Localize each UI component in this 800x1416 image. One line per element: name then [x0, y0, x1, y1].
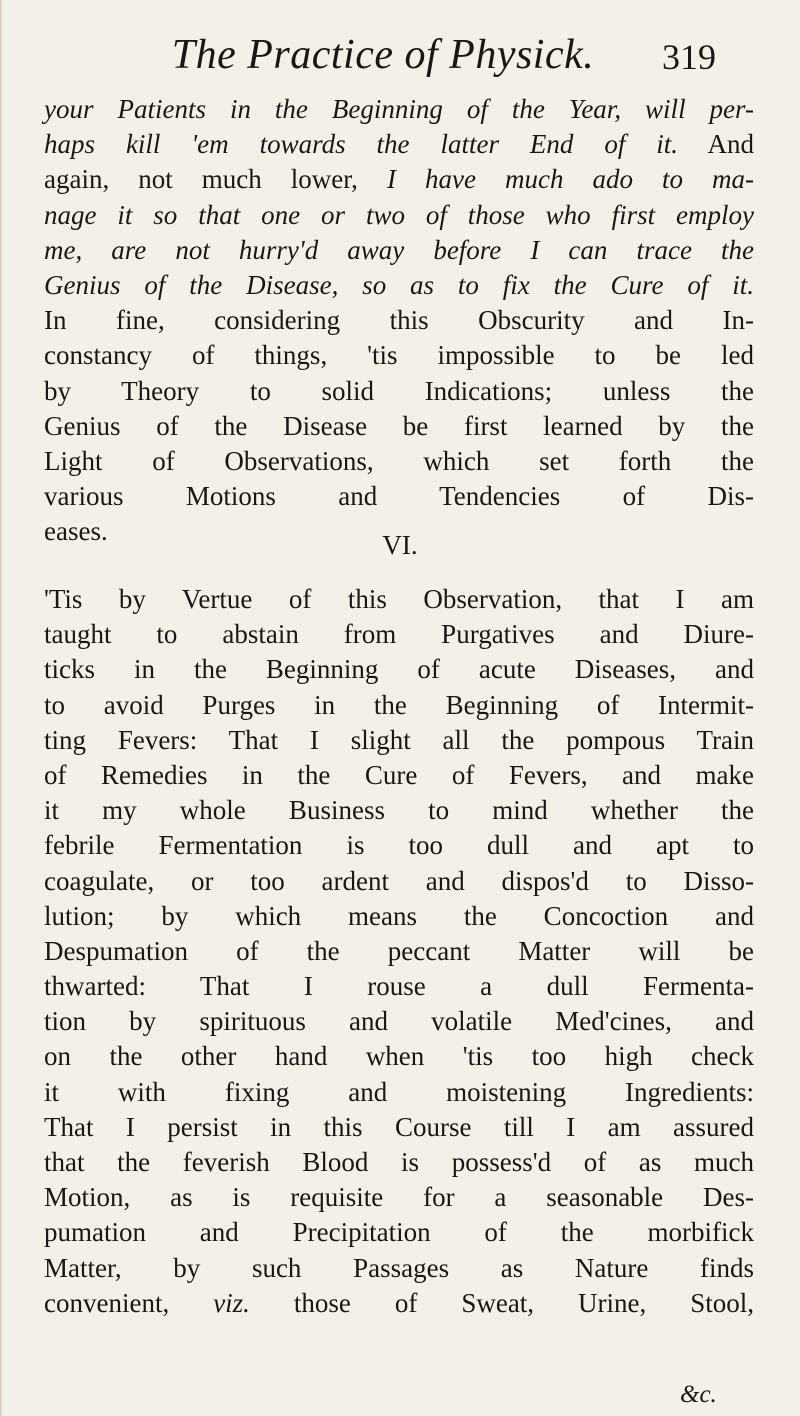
text-line	[44, 92, 754, 127]
text-line	[44, 444, 754, 479]
text-line	[44, 934, 754, 969]
text-run: febrile Fermentation is too dull and apt to	[44, 830, 754, 861]
text-run: pumation and Precipitation of the morbifick	[44, 1217, 754, 1248]
running-title: The Practice of Physick.	[171, 32, 595, 78]
text-line	[44, 828, 754, 863]
text-line	[44, 1075, 754, 1110]
text-line	[44, 758, 754, 793]
text-run: of Remedies in the Cure of Fevers, and make	[44, 759, 754, 790]
section-paragraph	[44, 582, 754, 1321]
text-line	[44, 1004, 754, 1039]
text-line	[44, 582, 754, 617]
text-run: it my whole Business to mind whether the	[44, 795, 754, 826]
text-line	[44, 864, 754, 899]
text-run: that the feverish Blood is possess'd of as much	[44, 1147, 754, 1177]
text-line	[44, 303, 754, 338]
text-run: lution; by which means the Concoction and	[44, 900, 754, 931]
section-number: VI.	[382, 530, 418, 560]
text-run: by Theory to solid Indications; unless the	[44, 375, 754, 406]
text-run: coagulate, or too ardent and dispos'd to Disso-	[44, 865, 754, 896]
text-line	[44, 723, 754, 758]
text-run: I have much ado to ma-	[386, 164, 754, 195]
text-line	[44, 1145, 754, 1180]
text-run: convenient,	[44, 1287, 214, 1318]
text-line	[44, 969, 754, 1004]
text-run: eases.	[44, 516, 108, 547]
text-line	[44, 409, 754, 444]
text-run: Genius of the Disease be first learned by the	[44, 410, 754, 441]
text-run: tion by spirituous and volatile Med'cines, and	[44, 1006, 754, 1037]
text-run: me, are not hurry'd away before I can trace the	[44, 234, 754, 265]
text-run: haps kill 'em towards the latter End of it.	[44, 129, 679, 160]
text-run: various Motions and Tendencies of Dis-	[44, 481, 754, 512]
text-run: ting Fevers: That I slight all the pompous Train	[44, 724, 754, 755]
text-run: thwarted: That I rouse a dull Fermenta-	[44, 971, 754, 1002]
page-number: 319	[662, 37, 716, 77]
text-line	[44, 899, 754, 934]
text-run: 'Tis by Vertue of this Observation, that I am	[44, 584, 754, 614]
text-run: it with fixing and moistening Ingredients:	[44, 1076, 754, 1107]
text-line	[44, 1215, 754, 1250]
text-line	[44, 1180, 754, 1215]
text-line	[44, 688, 754, 723]
text-run: again, not much lower,	[44, 164, 387, 195]
text-run: Matter, by such Passages as Nature finds	[44, 1252, 754, 1283]
text-line	[44, 793, 754, 828]
text-run: ticks in the Beginning of acute Diseases, and	[44, 654, 754, 685]
text-run: constancy of things, 'tis impossible to be led	[44, 340, 754, 371]
text-line	[44, 127, 754, 162]
text-line	[44, 233, 754, 268]
text-line	[44, 1286, 754, 1321]
text-run: Motion, as is requisite for a seasonable Des-	[44, 1182, 754, 1213]
text-line	[44, 617, 754, 652]
text-line	[44, 374, 754, 409]
page-gutter-edge	[0, 0, 3, 1416]
text-line	[44, 1251, 754, 1286]
text-run: those of Sweat, Urine, Stool,	[249, 1287, 754, 1318]
text-line	[44, 338, 754, 373]
text-run: And	[678, 129, 754, 160]
text-line	[44, 1039, 754, 1074]
text-line	[44, 162, 754, 197]
text-line	[44, 652, 754, 687]
text-run: That I persist in this Course till I am assured	[44, 1111, 754, 1142]
text-run: nage it so that one or two of those who first employ	[44, 199, 754, 230]
text-line	[44, 1110, 754, 1145]
text-run: taught to abstain from Purgatives and Diure-	[44, 619, 754, 650]
text-run: viz.	[213, 1287, 250, 1318]
text-line	[44, 268, 754, 303]
text-line	[44, 479, 754, 514]
text-run: on the other hand when 'tis too high check	[44, 1041, 754, 1072]
text-run: In fine, considering this Obscurity and In-	[44, 305, 754, 336]
text-run: to avoid Purges in the Beginning of Intermit-	[44, 689, 754, 720]
text-run: Despumation of the peccant Matter will be	[44, 935, 754, 966]
catchword: &c.	[680, 1381, 717, 1408]
text-run: Light of Observations, which set forth the	[44, 445, 754, 476]
text-line	[44, 198, 754, 233]
continued-paragraph	[44, 92, 754, 549]
page-header	[0, 30, 800, 86]
text-run: your Patients in the Beginning of the Year, will per-	[44, 94, 754, 124]
text-run: Genius of the Disease, so as to fix the Cure of it.	[44, 269, 754, 300]
